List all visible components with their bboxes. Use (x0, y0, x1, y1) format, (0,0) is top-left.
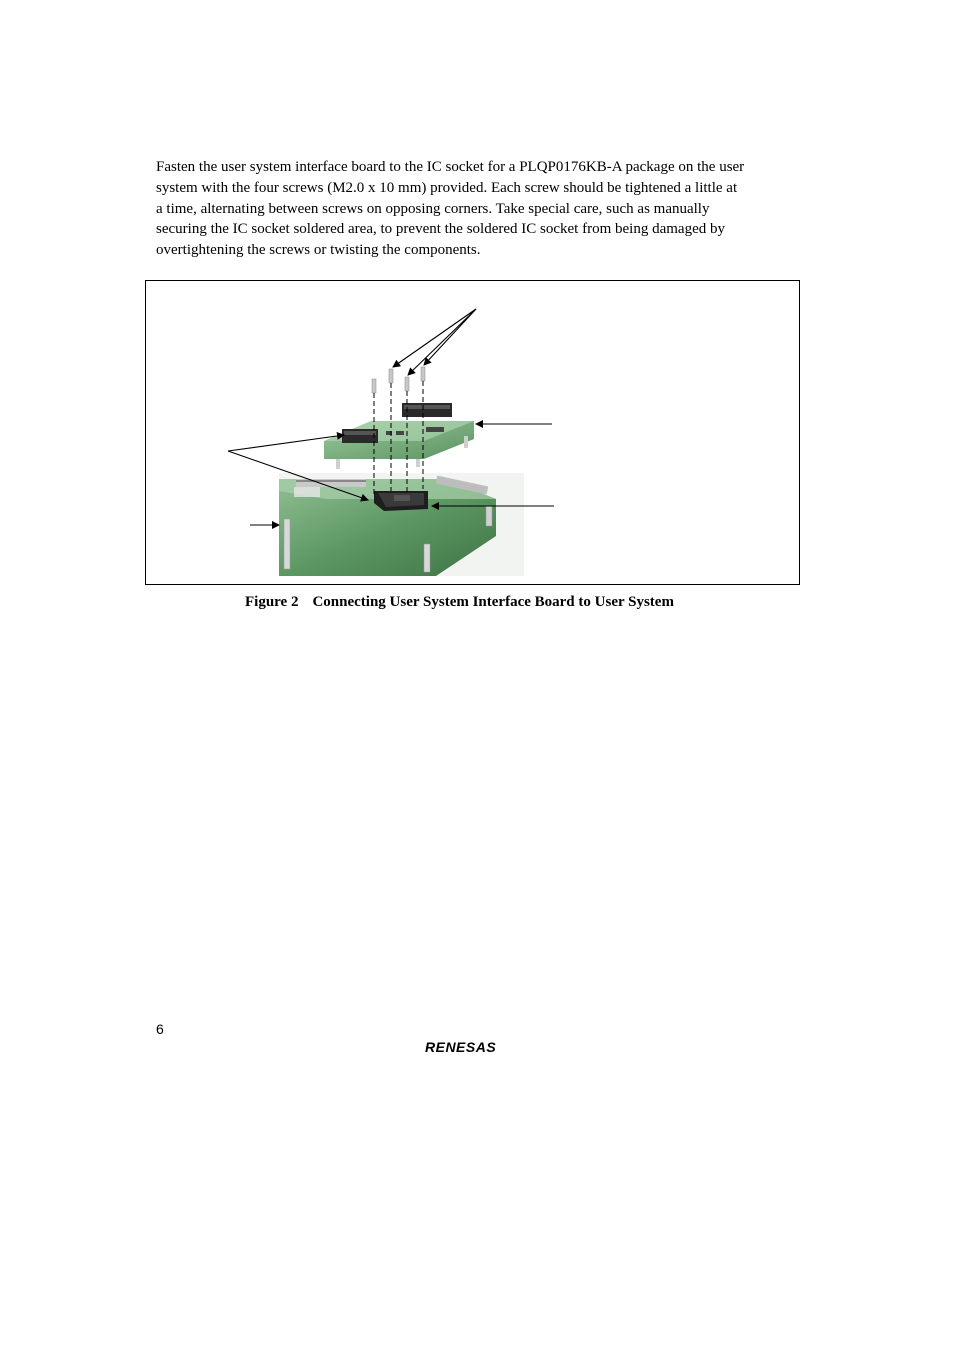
paragraph-line: Fasten the user system interface board to the IC socket for a PLQP0176KB-A package on the user (156, 159, 745, 175)
figure-number: Figure 2 (245, 594, 299, 610)
interface-board (324, 403, 474, 469)
page-number: 6 (156, 1021, 164, 1037)
paragraph-line: a time, alternating between screws on opposing corners. Take special care, such as manually (156, 200, 710, 217)
ic-socket (374, 491, 428, 511)
instruction-paragraph (156, 157, 796, 261)
paragraph-line: securing the IC socket soldered area, to prevent the soldered IC socket from being damaged by (156, 221, 725, 238)
renesas-logo-mark (425, 1038, 525, 1056)
logo-text: RENESAS (425, 1039, 497, 1055)
figure-caption (245, 594, 745, 611)
board-photo-illustration (146, 281, 799, 584)
renesas-logo (425, 1038, 525, 1061)
figure-title: Connecting User System Interface Board to User System (312, 594, 674, 610)
paragraph-line: system with the four screws (M2.0 x 10 mm) provided. Each screw should be tightened a little at (156, 179, 738, 196)
paragraph-line: overtightening the screws or twisting the components. (156, 242, 481, 259)
figure-frame (145, 280, 800, 585)
screw-set (372, 367, 425, 393)
